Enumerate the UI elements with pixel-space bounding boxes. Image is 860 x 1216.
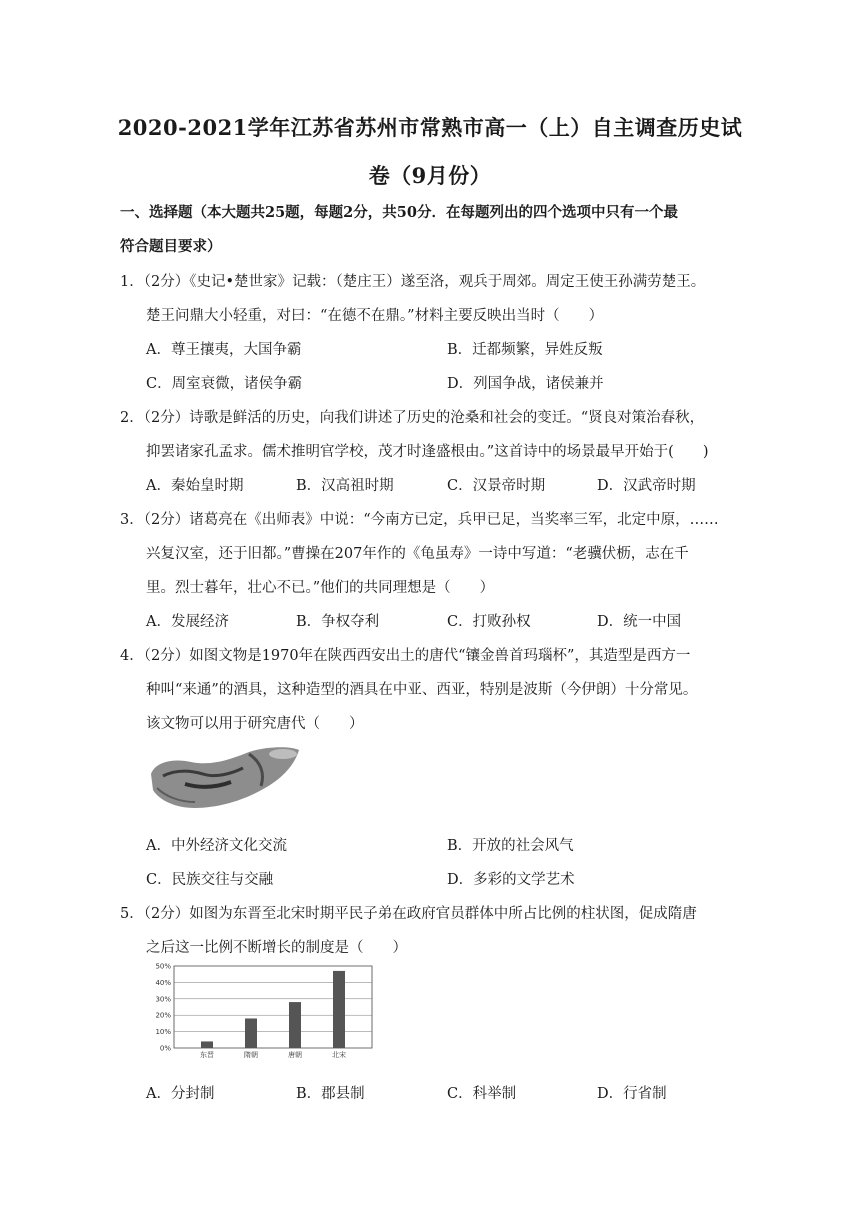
paper-title-line2: 卷（9月份） (368, 163, 492, 188)
q3-option-a[interactable]: A．发展经济 (146, 614, 229, 630)
x-tick-label: 东晋 (200, 1051, 214, 1059)
bar (333, 971, 345, 1048)
q1-option-d[interactable]: D．列国争战，诸侯兼并 (447, 376, 604, 392)
bar (289, 1002, 301, 1048)
q2-option-b[interactable]: B．汉高祖时期 (296, 478, 394, 494)
q4-option-b[interactable]: B．开放的社会风气 (447, 838, 574, 854)
q2-stem-line2: 抑罢诸家孔孟求。儒术推明官学校，茂才时逢盛根由。”这首诗中的场景最早开始于( ) (146, 444, 709, 460)
q3-stem-line2: 兴复汉室，还于旧都。”曹操在207年作的《龟虽寿》一诗中写道：“老骥伏枥，志在千 (146, 546, 689, 562)
paper-title-line1: 2020-2021学年江苏省苏州市常熟市高一（上）自主调查历史试 (117, 115, 743, 140)
section-header (120, 196, 740, 264)
q1-option-b[interactable]: B．迁都频繁，异姓反叛 (447, 342, 603, 358)
y-tick-label: 40% (155, 978, 171, 987)
y-tick-label: 30% (155, 995, 171, 1004)
q2-option-c[interactable]: C．汉景帝时期 (447, 478, 546, 494)
q1-stem-line1: 1．（2分）《史记•楚世家》记载：（楚庄王）遂至洛，观兵于周郊。周定王使王孙满劳楚王。 (120, 274, 706, 290)
q4-stem-line2: 种叫“来通”的酒具，这种造型的酒具在中亚、西亚，特别是波斯（今伊朗）十分常见。 (146, 682, 698, 698)
q3-option-c[interactable]: C．打败孙权 (447, 614, 531, 630)
bar (201, 1041, 213, 1048)
x-tick-label: 唐朝 (288, 1051, 302, 1059)
q3-stem-line1: 3．（2分）诸葛亮在《出师表》中说：“今南方已定，兵甲已足，当奖率三军，北定中原，…… (120, 512, 719, 528)
q4-option-c[interactable]: C．民族交往与交融 (146, 872, 274, 888)
q3-option-d[interactable]: D．统一中国 (597, 614, 682, 630)
q4-option-d[interactable]: D．多彩的文学艺术 (447, 872, 575, 888)
q4-stem-line3: 该文物可以用于研究唐代（ ） (146, 716, 364, 732)
q2-stem-line1: 2．（2分）诗歌是鲜活的历史，向我们讲述了历史的沧桑和社会的变迁。“贤良对策治春秋， (120, 410, 705, 426)
bar-chart (146, 960, 376, 1060)
y-tick-label: 20% (155, 1011, 171, 1020)
q2-option-d[interactable]: D．汉武帝时期 (597, 478, 696, 494)
agate-rhyton-image (145, 744, 305, 816)
q1-option-a[interactable]: A．尊王攘夷，大国争霸 (146, 342, 302, 358)
q3-stem-line3: 里。烈士暮年，壮心不已。”他们的共同理想是（ ） (146, 580, 495, 596)
q2-option-a[interactable]: A．秦始皇时期 (146, 478, 244, 494)
bar (245, 1018, 257, 1048)
q5-option-d[interactable]: D．行省制 (597, 1086, 667, 1102)
y-tick-label: 10% (155, 1028, 171, 1037)
q5-option-a[interactable]: A．分封制 (146, 1086, 215, 1102)
y-tick-label: 0% (159, 1044, 171, 1053)
q3-option-b[interactable]: B．争权夺利 (296, 614, 380, 630)
section-header-line2: 符合题目要求） (120, 238, 222, 255)
q1-stem-line2: 楚王问鼎大小轻重，对曰：“在德不在鼎。”材料主要反映出当时（ ） (146, 308, 604, 324)
q4-option-a[interactable]: A．中外经济文化交流 (146, 838, 287, 854)
y-tick-label: 50% (155, 962, 171, 971)
q5-stem-line1: 5．（2分）如图为东晋至北宋时期平民子弟在政府官员群体中所占比例的柱状图，促成隋唐 (120, 906, 697, 922)
q1-option-c[interactable]: C．周室衰微，诸侯争霸 (146, 376, 303, 392)
x-tick-label: 北宋 (332, 1051, 346, 1059)
q5-stem-line2: 之后这一比例不断增长的制度是（ ） (146, 940, 407, 956)
section-header-line1: 一、选择题（本大题共25题，每题2分，共50分．在每题列出的四个选项中只有一个最 (120, 204, 678, 221)
q5-option-c[interactable]: C．科举制 (447, 1086, 517, 1102)
q4-stem-line1: 4．（2分）如图文物是1970年在陕西西安出土的唐代“镶金兽首玛瑙杯”，其造型是西方一 (120, 648, 691, 664)
q5-option-b[interactable]: B．郡县制 (296, 1086, 365, 1102)
x-tick-label: 隋朝 (244, 1051, 258, 1059)
